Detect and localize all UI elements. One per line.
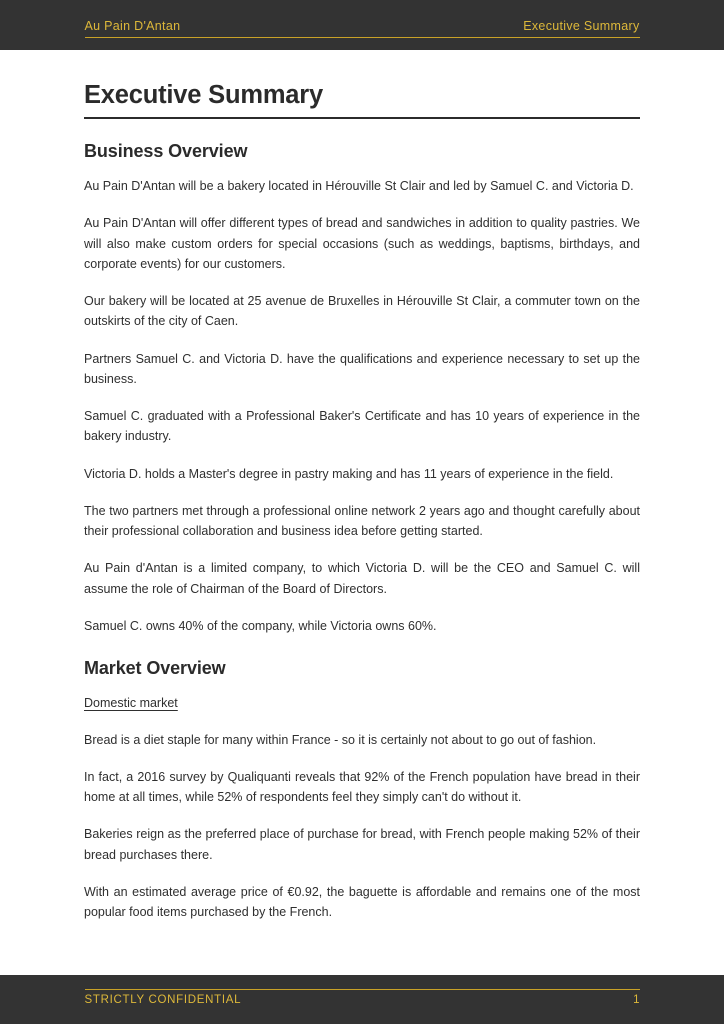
paragraph: Our bakery will be located at 25 avenue de Bruxelles in Hérouville St Clair, a commuter town on the outskirts of the city of Caen. (84, 294, 640, 329)
header-company-name: Au Pain D'Antan (84, 19, 181, 33)
document-content (0, 50, 724, 975)
paragraph: Bakeries reign as the preferred place of purchase for bread, with French people making 52% of their bread purchases there. (84, 827, 640, 862)
paragraph: Au Pain D'Antan will be a bakery located in Hérouville St Clair and led by Samuel C. and Victoria D. (84, 179, 634, 194)
paragraph: In fact, a 2016 survey by Qualiquanti reveals that 92% of the French population have bread in their home at all times, while 52% of respondents feel they simply can't do without it. (84, 769, 640, 805)
section-heading-business-overview: Business Overview (84, 140, 248, 161)
subheading-domestic-market: Domestic market (84, 695, 178, 710)
header-section-name: Executive Summary (523, 19, 640, 33)
page-header (0, 0, 724, 50)
section-heading-market-overview: Market Overview (84, 658, 226, 679)
paragraph: Partners Samuel C. and Victoria D. have the qualifications and experience necessary to set up the business. (84, 351, 640, 386)
paragraph: Bread is a diet staple for many within France - so it is certainly not about to go out of fashion. (84, 732, 597, 747)
page-number: 1 (633, 994, 640, 1006)
footer-content (85, 989, 640, 1006)
paragraph: With an estimated average price of €0.92, the baguette is affordable and remains one of the most popular food items purchased by the French. (84, 884, 640, 920)
paragraph: Victoria D. holds a Master's degree in pastry making and has 11 years of experience in the field. (84, 466, 614, 481)
paragraph: Samuel C. owns 40% of the company, while Victoria owns 60%. (84, 618, 437, 633)
page-footer (0, 975, 724, 1024)
confidentiality-notice: STRICTLY CONFIDENTIAL (84, 994, 242, 1006)
header-content (85, 19, 640, 38)
page-title: Executive Summary (84, 80, 640, 119)
paragraph: Samuel C. graduated with a Professional Baker's Certificate and has 10 years of experience in the bakery industry. (84, 409, 640, 444)
paragraph: The two partners met through a professional online network 2 years ago and thought carefully about their professional collaboration and business idea before getting started. (84, 503, 640, 539)
paragraph: Au Pain d'Antan is a limited company, to which Victoria D. will be the CEO and Samuel C. will assume the role of Chairman of the Board of Directors. (84, 561, 640, 596)
paragraph: Au Pain D'Antan will offer different types of bread and sandwiches in addition to quality pastries. We will also make custom orders for special occasions (such as weddings, baptisms, birthdays, and corporate events) for our customers. (84, 216, 640, 271)
